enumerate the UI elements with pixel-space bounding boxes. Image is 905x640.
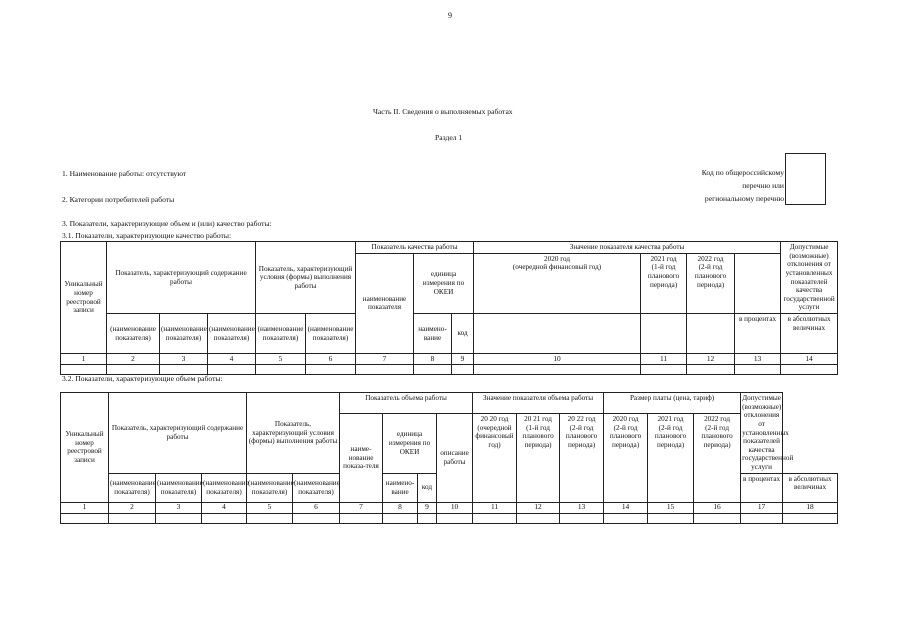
work-name-field: 1. Наименование работы: отсутствуют (62, 169, 187, 178)
quality-table (60, 241, 838, 375)
col2-number-7: 7 (340, 502, 383, 513)
unit-header-2: единица измерения по ОКЕИ (383, 414, 437, 474)
fee-2021-sublabel: (2-й год планового периода) (654, 423, 687, 449)
code-box (785, 153, 826, 205)
col2-number-17: 17 (741, 502, 783, 513)
section-title: Раздел 1 (435, 133, 463, 142)
value-blank-1 (474, 314, 641, 354)
volume-table (60, 392, 838, 524)
unit-name-header-2: наимено-вание (383, 473, 418, 502)
allowed-deviation-header: Допустимые (возможные) отклонения от установленных показателей качества государственной услуги (781, 242, 838, 314)
code-label-line3: региональному перечню (704, 194, 784, 203)
year-2022-header (687, 253, 735, 313)
volume-2021-header (517, 414, 560, 503)
fee-2022-label: 2022 год (704, 415, 731, 423)
code-label-line2: перечню или (742, 181, 784, 190)
col2-number-4: 4 (202, 502, 247, 513)
col-number-6: 6 (306, 354, 356, 365)
volume-2020-sublabel: (очередной финансовый год) (475, 423, 514, 449)
value-blank-3 (687, 314, 735, 354)
col2-number-5: 5 (247, 502, 293, 513)
volume-2021-label: 20 21 год (524, 415, 552, 423)
conditions-sub-1: (наименование показателя) (256, 314, 306, 354)
fee-2021-header (648, 414, 694, 503)
col-number-7: 7 (356, 354, 414, 365)
volume-2020-label: 20 20 год (480, 415, 509, 423)
content-sub-1: (наименование показателя) (107, 314, 160, 354)
col-number-3: 3 (160, 354, 208, 365)
content-sub-2-3: (наименование показателя) (202, 473, 247, 502)
col2-number-14: 14 (604, 502, 648, 513)
indicator-name-header-2: наиме-нование показа-теля (340, 414, 383, 503)
unique-number-header-2: Уникальный номер реестровой записи (61, 393, 109, 503)
allowed-deviation-header-2: Допустимые (возможные) отклонения от установленных показателей качества государственной услуги (741, 393, 783, 474)
volume-2020-header (473, 414, 517, 503)
volume-2022-header (560, 414, 604, 503)
year-2020-header (474, 253, 641, 313)
volume-2021-sublabel: (1-й год планового периода) (522, 423, 554, 449)
unique-number-header: Уникальный номер реестровой записи (61, 242, 107, 354)
conditions-header: Показатель, характеризующий условия (формы) выполнения работы (256, 242, 356, 314)
col-number-9: 9 (452, 354, 474, 365)
col2-number-18: 18 (783, 502, 838, 513)
col-number-11: 11 (641, 354, 687, 365)
col2-number-16: 16 (694, 502, 741, 513)
content-sub-2: (наименование показателя) (160, 314, 208, 354)
col-number-5: 5 (256, 354, 306, 365)
col2-number-15: 15 (648, 502, 694, 513)
fee-2021-label: 2021 год (657, 415, 684, 423)
col-number-4: 4 (208, 354, 256, 365)
year-2021-header (641, 253, 687, 313)
fee-header: Размер платы (цена, тариф) (604, 393, 741, 414)
col-number-13: 13 (735, 354, 781, 365)
content-sub-2-1: (наименование показателя) (109, 473, 156, 502)
col2-number-13: 13 (560, 502, 604, 513)
unit-name-header: наимено-вание (414, 314, 452, 354)
indicator-name-header: наименование показателя (356, 253, 414, 353)
content-header: Показатель, характеризующий содержание работы (107, 242, 256, 314)
conditions-header-2: Показатель, характеризующий условия (формы) выполнения работы (247, 393, 340, 474)
value-blank-2 (641, 314, 687, 354)
conditions-sub-2: (наименование показателя) (306, 314, 356, 354)
unit-code-header: код (452, 314, 474, 354)
value-spacer (735, 253, 781, 313)
volume-2022-sublabel: (2-й год планового периода) (565, 423, 598, 449)
content-header-2: Показатель, характеризующий содержание работы (109, 393, 247, 474)
code-label-line1: Код по общероссийскому (701, 168, 784, 177)
col2-number-12: 12 (517, 502, 560, 513)
volume-value-header: Значение показателя объема работы (473, 393, 604, 414)
absolute-header: в абсолютных величинах (781, 314, 838, 354)
col2-number-1: 1 (61, 502, 109, 513)
work-description-header: описание работы (437, 414, 473, 503)
volume-2022-label: 20 22 год (567, 415, 596, 423)
fee-2020-label: 2020 год (612, 415, 639, 423)
content-sub-2-2: (наименование показателя) (156, 473, 202, 502)
quality-heading: 3.1. Показатели, характеризующие качество работы: (62, 231, 232, 240)
unit-code-header-2: код (418, 473, 437, 502)
year-2022-label: 2022 год (697, 254, 724, 263)
percent-header-2: в процентах (741, 473, 783, 502)
col-number-10: 10 (474, 354, 641, 365)
volume-heading: 3.2. Показатели, характеризующие объем работы: (62, 374, 223, 383)
col-number-2: 2 (107, 354, 160, 365)
year-2020-label: 2020 год (544, 254, 571, 263)
unit-header: единица измерения по ОКЕИ (414, 253, 474, 313)
col-number-8: 8 (414, 354, 452, 365)
col2-number-11: 11 (473, 502, 517, 513)
col-number-14: 14 (781, 354, 838, 365)
col2-number-6: 6 (293, 502, 340, 513)
consumer-category-field: 2. Категории потребителей работы (62, 195, 175, 204)
conditions-sub-2-2: (наименование показателя) (293, 473, 340, 502)
col-number-1: 1 (61, 354, 107, 365)
table-row (61, 513, 838, 523)
year-2021-label: 2021 год (650, 254, 677, 263)
year-2020-sublabel: (очередной финансовый год) (512, 263, 602, 272)
quality-indicator-header: Показатель качества работы (356, 242, 474, 254)
col2-number-2: 2 (109, 502, 156, 513)
col2-number-3: 3 (156, 502, 202, 513)
page-number: 9 (448, 11, 452, 20)
percent-header: в процентах (735, 314, 781, 354)
year-2021-sublabel: (1-й год планового периода) (647, 263, 680, 289)
volume-indicator-header: Показатель объема работы (340, 393, 473, 414)
absolute-header-2: в абсолютных величинах (783, 473, 838, 502)
year-2022-sublabel: (2-й год планового периода) (694, 263, 727, 289)
content-sub-3: (наименование показателя) (208, 314, 256, 354)
fee-2020-sublabel: (2-й год планового периода) (609, 423, 642, 449)
indicators-heading: 3. Показатели, характеризующие объем и (или) качество работы: (62, 219, 272, 228)
part-title: Часть II. Сведения о выполняемых работах (373, 107, 513, 116)
col-number-12: 12 (687, 354, 735, 365)
col2-number-9: 9 (418, 502, 437, 513)
fee-2022-sublabel: (2-й год планового периода) (701, 423, 733, 449)
conditions-sub-2-1: (наименование показателя) (247, 473, 293, 502)
col2-number-8: 8 (383, 502, 418, 513)
fee-2022-header (694, 414, 741, 503)
fee-2020-header (604, 414, 648, 503)
quality-value-header: Значение показателя качества работы (474, 242, 781, 254)
col2-number-10: 10 (437, 502, 473, 513)
